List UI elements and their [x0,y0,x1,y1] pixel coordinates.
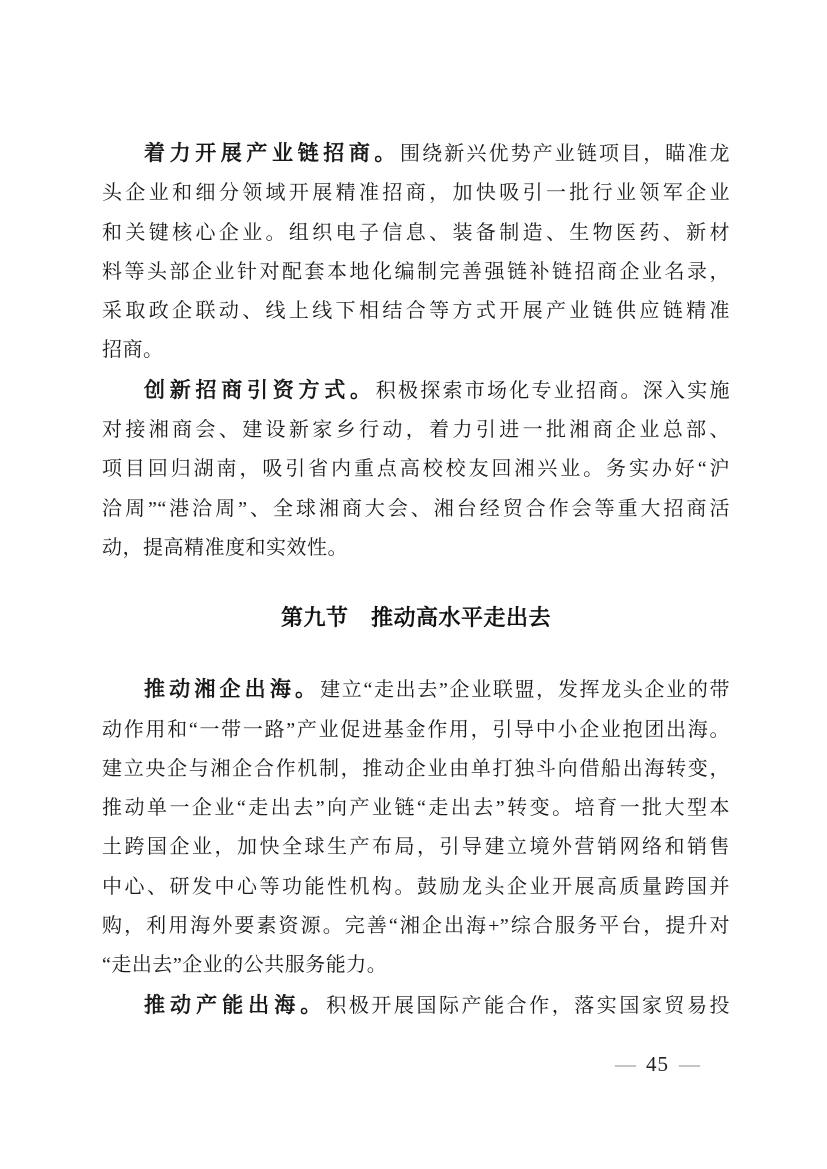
text-line [102,411,730,450]
text-segment: 土跨国企业，加快全球生产布局，引导建立境外营销网络和销售 [102,836,730,859]
text-block [102,134,730,1026]
text-line [102,174,730,213]
section-9-heading: 第九节 推动高水平走出去 [280,605,551,631]
text-segment: 中心、研发中心等功能性机构。鼓励龙头企业开展高质量跨国并 [102,875,730,898]
page-number-dash-right: — [679,1052,700,1076]
text-line [102,253,730,292]
text-segment: 建立“走出去”企业联盟，发挥龙头企业的带 [320,679,730,702]
page-number [615,1049,700,1079]
text-line [102,450,730,489]
text-segment: 洽周”“港洽周”、全球湘商大会、湘台经贸合作会等重大招商活 [102,497,730,520]
text-line [102,490,730,529]
text-segment: 动作用和“一带一路”产业促进基金作用，引导中小企业抱团出海。 [102,718,730,741]
text-segment: 动，提高精准度和实效性。 [102,536,348,559]
text-segment: 对接湘商会、建设新家乡行动，着力引进一批湘商企业总部、 [102,419,730,442]
text-segment: 围绕新兴优势产业链项目，瞄准龙 [400,143,731,165]
text-segment: 料等头部企业针对配套本地化编制完善强链补链招商企业名录， [102,260,730,283]
text-line [102,292,730,331]
paragraph-lead: 创新招商引资方式。 [144,377,376,402]
text-line [102,986,730,1026]
text-segment: 和关键核心企业。组织电子信息、装备制造、生物医药、新材 [102,221,730,244]
text-line [102,371,730,411]
text-line [102,946,730,985]
text-line [102,529,730,568]
text-line [102,670,730,710]
text-line [102,828,730,867]
text-line [102,907,730,946]
text-line [102,868,730,907]
text-segment: 采取政企联动、线上线下相结合等方式开展产业链供应链精准 [102,300,730,323]
text-line [102,331,730,370]
text-segment: 建立央企与湘企合作机制，推动企业由单打独斗向借船出海转变， [102,757,730,780]
text-line [102,711,730,750]
text-segment: 积极开展国际产能合作，落实国家贸易投 [326,994,731,1017]
text-segment: 招商。 [102,339,164,362]
paragraph-lead: 推动湘企出海。 [144,677,321,702]
text-segment: 购，利用海外要素资源。完善“湘企出海+”综合服务平台，提升对 [102,915,730,938]
page-number-value: 45 [646,1052,669,1076]
text-line [102,134,730,174]
text-segment: 头企业和细分领域开展精准招商，加快吸引一批行业领军企业 [102,182,730,205]
text-segment: “走出去”企业的公共服务能力。 [102,954,388,977]
text-segment: 项目回归湖南，吸引省内重点高校校友回湘兴业。务实办好“沪 [102,458,730,481]
paragraph-lead: 着力开展产业链招商。 [144,141,401,165]
paragraph-lead: 推动产能出海。 [144,992,327,1017]
page-number-dash-left: — [615,1052,636,1076]
text-line [102,750,730,789]
text-line [102,214,730,253]
text-segment: 积极探索市场化专业招商。深入实施 [375,379,730,402]
text-segment: 推动单一企业“走出去”向产业链“走出去”转变。培育一批大型本 [102,797,730,820]
text-line [102,789,730,828]
